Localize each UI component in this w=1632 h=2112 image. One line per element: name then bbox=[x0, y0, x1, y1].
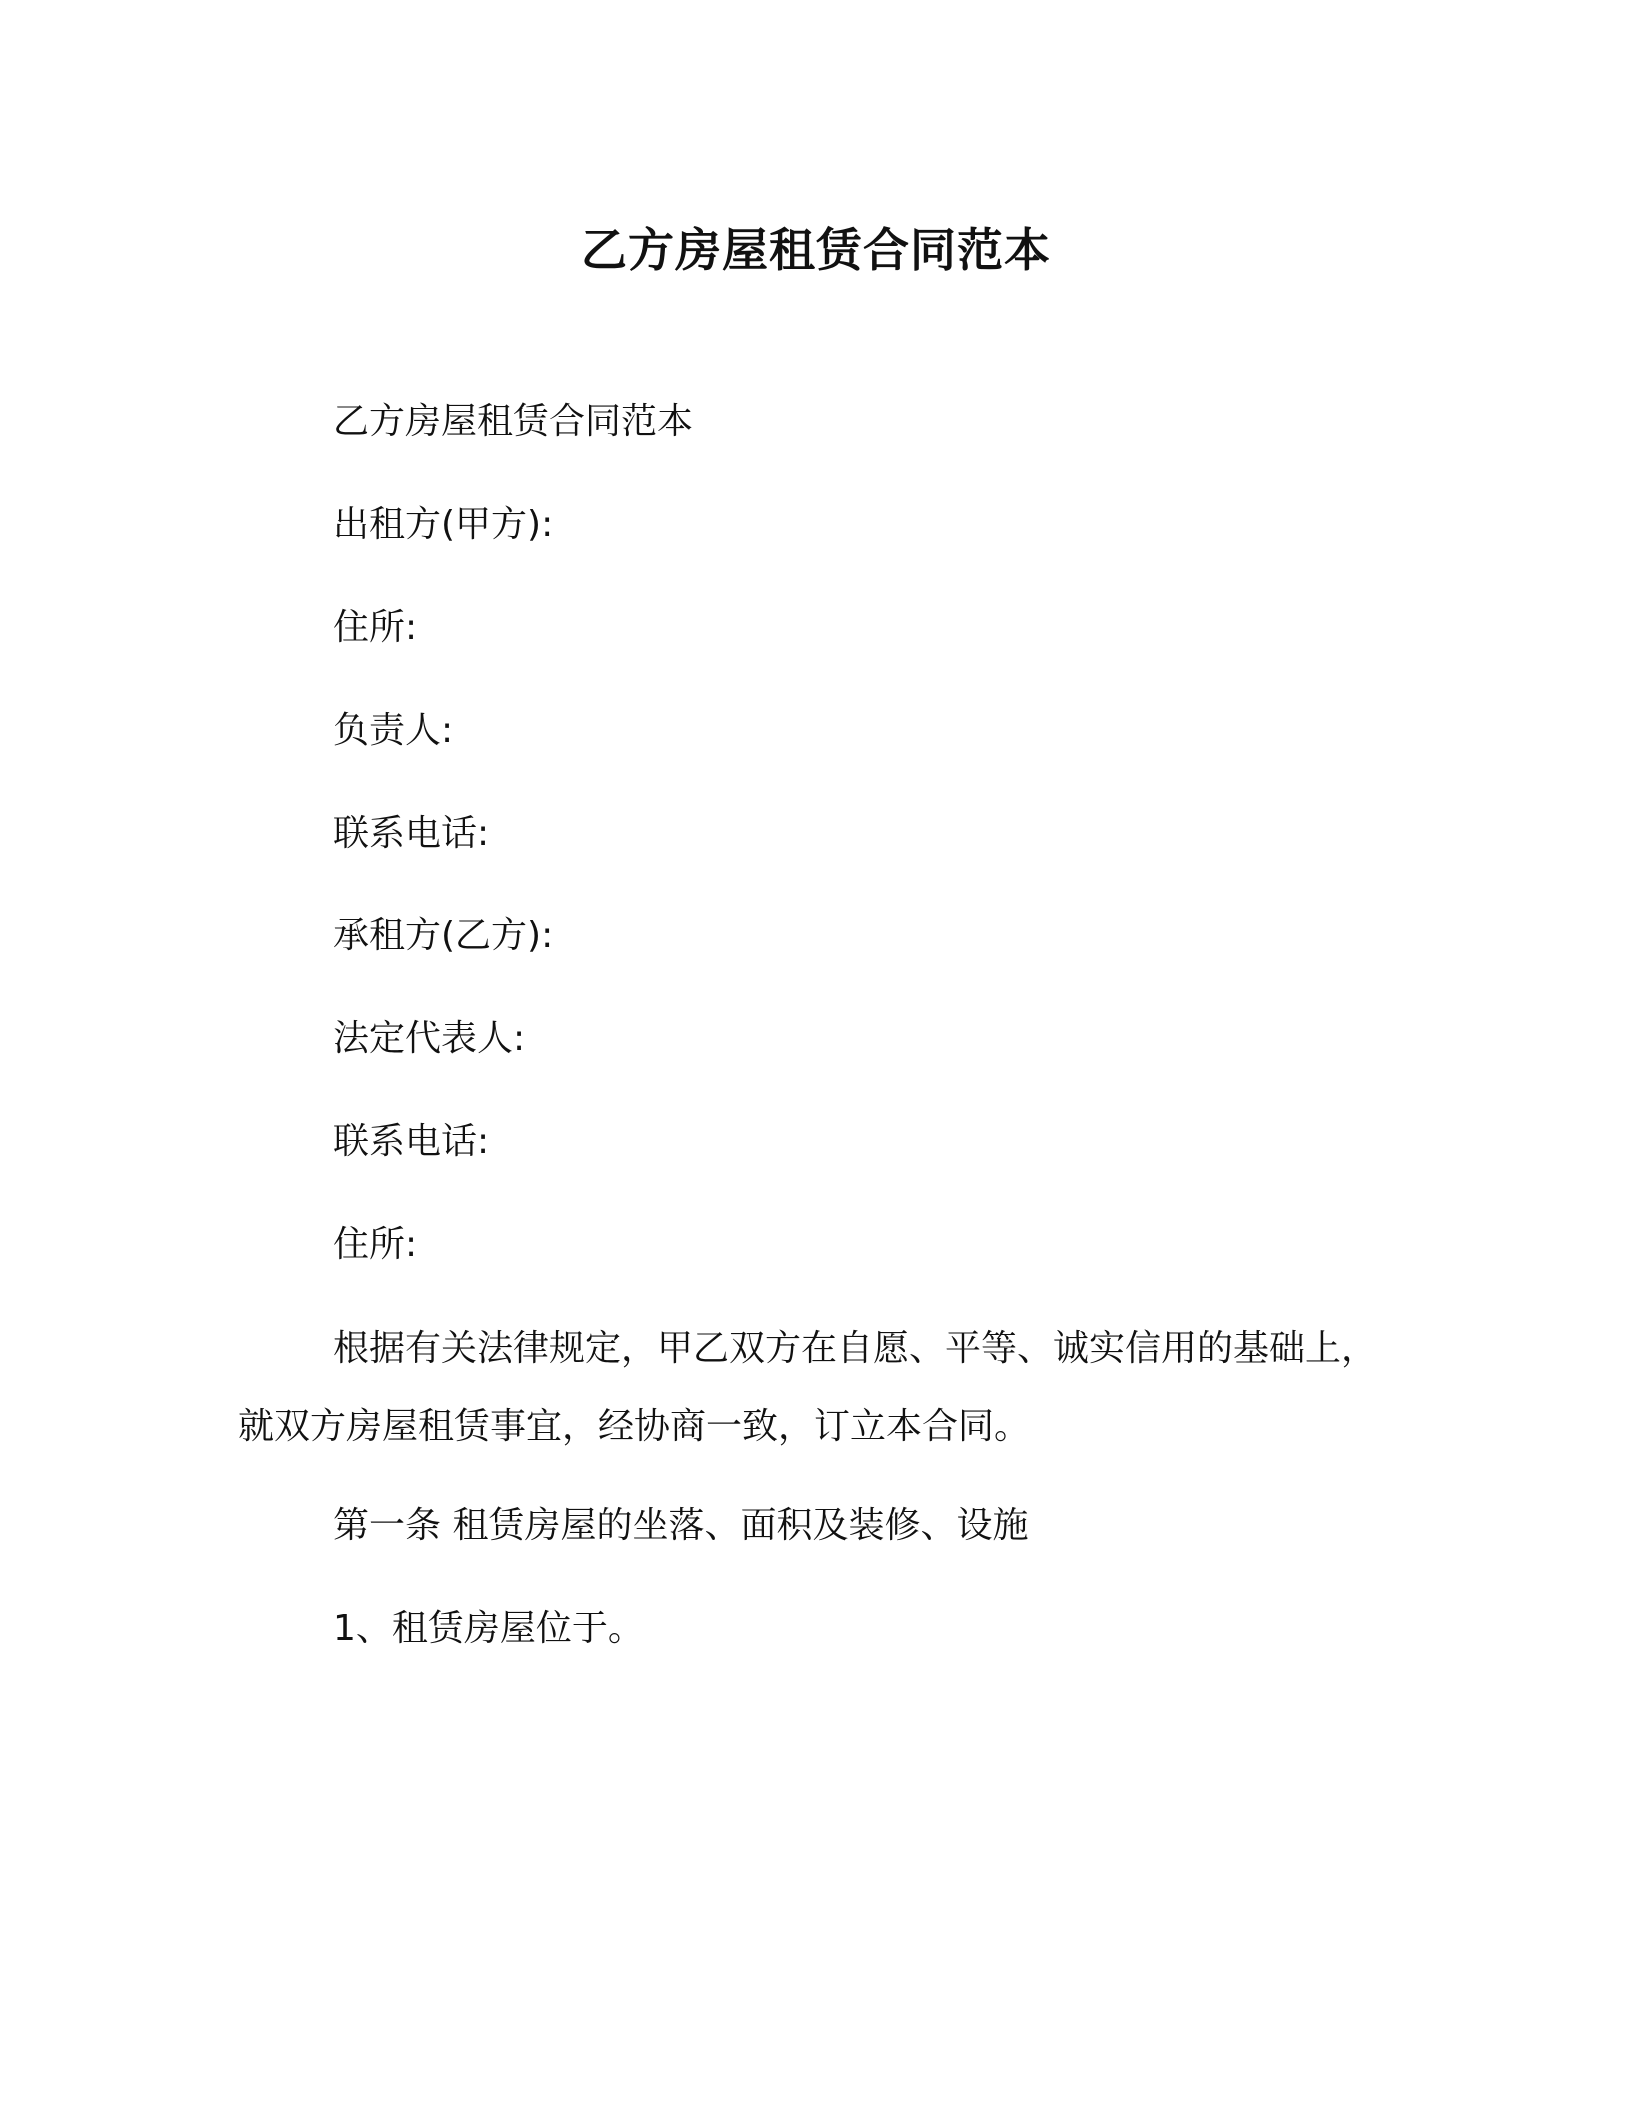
lessor-phone-line: 联系电话: bbox=[333, 813, 490, 854]
article-1-heading: 第一条 租赁房屋的坐落、面积及装修、设施 bbox=[333, 1505, 1029, 1546]
preamble-paragraph bbox=[238, 1310, 1398, 1466]
lessor-line: 出租方(甲方): bbox=[333, 504, 554, 545]
subtitle-line: 乙方房屋租赁合同范本 bbox=[333, 401, 694, 442]
article-1-item-1: 1、租赁房屋位于。 bbox=[333, 1608, 644, 1649]
lessee-line: 承租方(乙方): bbox=[333, 915, 554, 956]
lessee-address-line: 住所: bbox=[333, 1224, 418, 1265]
preamble-line-2: 就双方房屋租赁事宜，经协商一致，订立本合同。 bbox=[238, 1406, 1031, 1447]
lessee-phone-line: 联系电话: bbox=[333, 1121, 490, 1162]
lessor-responsible-line: 负责人: bbox=[333, 710, 454, 751]
lessor-address-line: 住所: bbox=[333, 607, 418, 648]
preamble-line-1: 根据有关法律规定，甲乙双方在自愿、平等、诚实信用的基础上， bbox=[333, 1328, 1378, 1369]
lessee-representative-line: 法定代表人: bbox=[333, 1018, 526, 1059]
document-title: 乙方房屋租赁合同范本 bbox=[581, 223, 1051, 277]
